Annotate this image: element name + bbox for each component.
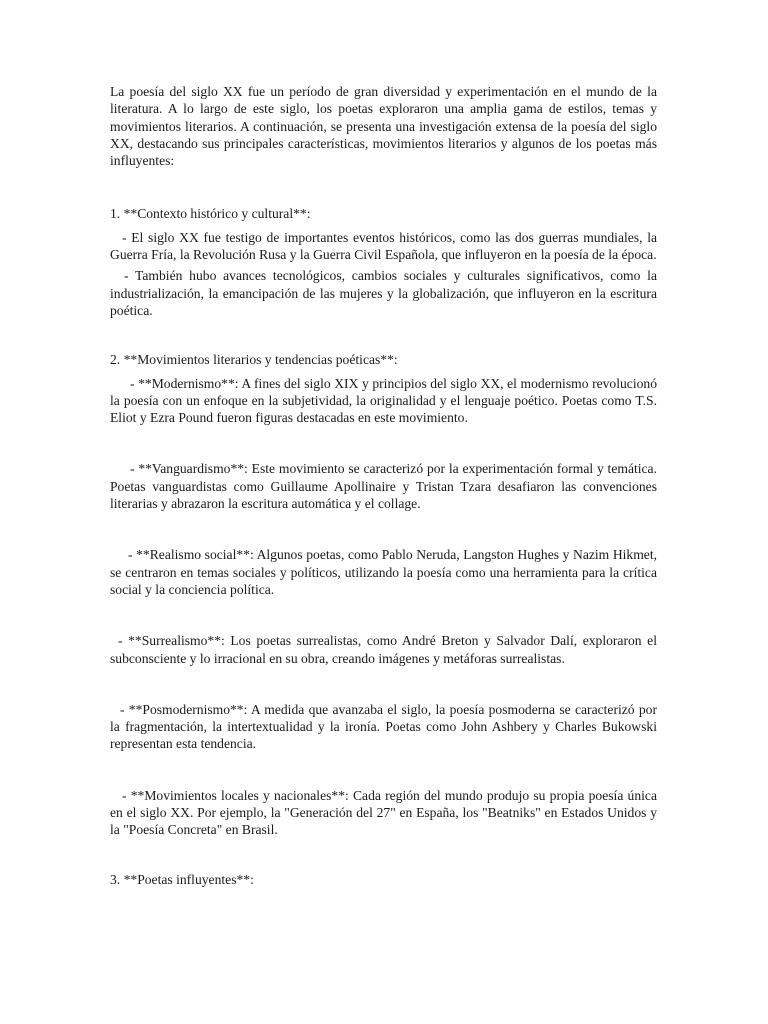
section-2-item-surrealismo: - **Surrealismo**: Los poetas surrealistas, como André Breton y Salvador Dalí, exploraron el subconsciente y lo irracional en su obra, creando imágenes y metáforas surrealistas. <box>110 633 657 666</box>
section-2-item-vanguardismo: - **Vanguardismo**: Este movimiento se caracterizó por la experimentación formal y temática. Poetas vanguardistas como Guillaume Apollinaire y Tristan Tzara desafiaron las convenciones literarias y abrazaron la escritura automática y el collage. <box>110 461 657 512</box>
section-2-item-realismo-social: - **Realismo social**: Algunos poetas, como Pablo Neruda, Langston Hughes y Nazim Hikmet, se centraron en temas sociales y políticos, utilizando la poesía como una herramienta para la crítica social y la conciencia política. <box>110 547 657 597</box>
section-2-heading: 2. **Movimientos literarios y tendencias poéticas**: <box>110 352 398 368</box>
section-2-item-modernismo: - **Modernismo**: A fines del siglo XIX y principios del siglo XX, el modernismo revolucionó la poesía con un enfoque en la subjetividad, la originalidad y el lenguaje poético. Poetas como T.S. Eliot y Ezra Pound fueron figuras destacadas en este movimiento. <box>110 375 657 426</box>
document-page <box>110 83 657 888</box>
section-2-item-movimientos-locales: - **Movimientos locales y nacionales**: Cada región del mundo produjo su propia poesía única en el siglo XX. Por ejemplo, la "Generación del 27" en España, los "Beatniks" en Estados Unidos y la "Poesía Concreta" en Brasil. <box>110 787 657 838</box>
intro-paragraph: La poesía del siglo XX fue un período de gran diversidad y experimentación en el mundo de la literatura. A lo largo de este siglo, los poetas exploraron una amplia gama de estilos, temas y movimientos literarios. A continuación, se presenta una investigación extensa de la poesía del siglo XX, destacando sus principales características, movimientos literarios y algunos de los poetas más influyentes: <box>110 84 657 169</box>
section-1-item-2: - También hubo avances tecnológicos, cambios sociales y culturales significativos, como la industrialización, la emancipación de las mujeres y la globalización, que influyeron en la escritura poética. <box>110 268 657 318</box>
section-1-heading: 1. **Contexto histórico y cultural**: <box>110 206 311 222</box>
section-3-heading: 3. **Poetas influyentes**: <box>110 871 254 887</box>
section-1-item-1: - El siglo XX fue testigo de importantes eventos históricos, como las dos guerras mundiales, la Guerra Fría, la Revolución Rusa y la Guerra Civil Española, que influyeron en la poesía de la época. <box>110 229 657 263</box>
section-2-item-posmodernismo: - **Posmodernismo**: A medida que avanzaba el siglo, la poesía posmoderna se caracterizó por la fragmentación, la intertextualidad y la ironía. Poetas como John Ashbery y Charles Bukowski representan esta tendencia. <box>110 701 657 752</box>
